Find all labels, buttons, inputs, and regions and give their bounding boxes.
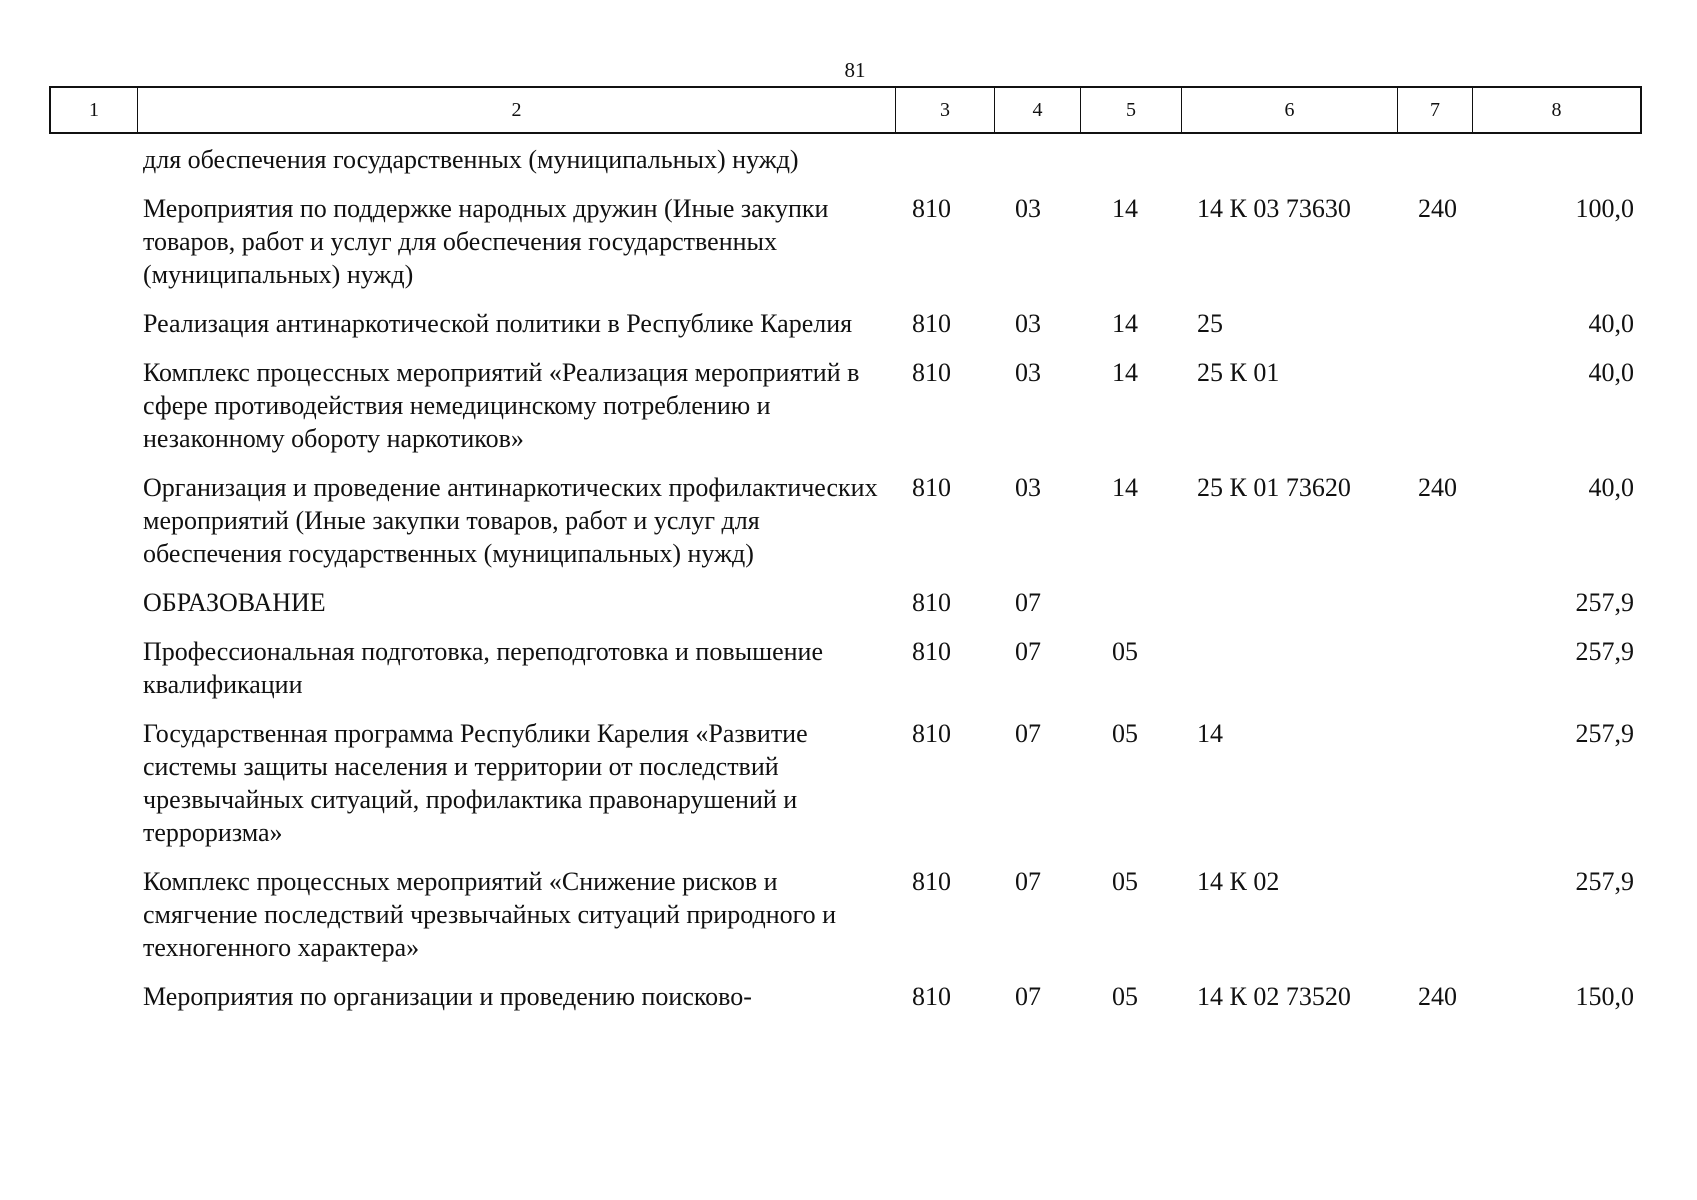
row-col-6 — [1187, 586, 1403, 619]
table-row — [49, 635, 1642, 717]
row-description: Профессиональная подготовка, переподготовка и повышение квалификации — [143, 637, 824, 699]
table-row — [49, 192, 1642, 307]
table-row — [49, 356, 1642, 471]
row-col-8: 40,0 — [1588, 473, 1634, 502]
row-col-3: 810 — [912, 867, 951, 896]
row-col-6: 14 К 03 73630 — [1197, 194, 1351, 223]
column-header-7: 7 — [1398, 88, 1473, 132]
row-col-6: 25 К 01 73620 — [1197, 473, 1351, 502]
row-description: Комплекс процессных мероприятий «Снижение рисков и смягчение последствий чрезвычайных ситуаций природного и техногенного характера» — [143, 867, 837, 962]
column-header-row — [49, 86, 1642, 134]
row-col-7 — [1403, 307, 1478, 340]
row-description: Мероприятия по поддержке народных дружин (Иные закупки товаров, работ и услуг для обеспечения государственных (муниципальных) нужд) — [143, 194, 829, 289]
row-description: Организация и проведение антинаркотических профилактических мероприятий (Иные закупки товаров, работ и услуг для обеспечения государственных (муниципальных) нужд) — [143, 473, 878, 568]
row-col-6: 25 — [1197, 309, 1223, 338]
row-col-8 — [1478, 143, 1642, 176]
row-col-6: 14 К 02 — [1197, 867, 1280, 896]
row-col-6: 14 — [1197, 719, 1223, 748]
table-row — [49, 471, 1642, 586]
table-row — [49, 980, 1642, 1029]
row-col-6: 25 К 01 — [1197, 358, 1280, 387]
row-col-7 — [1403, 143, 1478, 176]
row-col-4: 03 — [1015, 358, 1041, 387]
row-col-7: 240 — [1418, 194, 1457, 223]
row-col-3 — [901, 143, 1000, 176]
row-col-3: 810 — [912, 982, 951, 1011]
row-col-8: 150,0 — [1575, 982, 1634, 1011]
row-col-3: 810 — [912, 637, 951, 666]
table-row — [49, 586, 1642, 635]
row-col-3: 810 — [912, 473, 951, 502]
table-row — [49, 307, 1642, 356]
row-col-8: 40,0 — [1588, 309, 1634, 338]
column-header-6: 6 — [1182, 88, 1398, 132]
row-col-4: 07 — [1015, 719, 1041, 748]
row-col-5 — [1086, 143, 1187, 176]
row-col-4: 07 — [1015, 637, 1041, 666]
row-col-4: 03 — [1015, 309, 1041, 338]
column-header-4: 4 — [995, 88, 1081, 132]
row-col-5: 14 — [1112, 358, 1138, 387]
row-col-3: 810 — [912, 719, 951, 748]
row-col-5: 14 — [1112, 194, 1138, 223]
row-col-6 — [1187, 635, 1403, 701]
row-description: ОБРАЗОВАНИЕ — [143, 588, 326, 617]
row-description: Комплекс процессных мероприятий «Реализация мероприятий в сфере противодействия немедицинскому потреблению и незаконному обороту наркотиков» — [143, 358, 860, 453]
row-col-8: 257,9 — [1575, 719, 1634, 748]
row-col-7: 240 — [1418, 982, 1457, 1011]
row-col-5 — [1086, 586, 1187, 619]
row-col-5: 05 — [1112, 637, 1138, 666]
column-header-5: 5 — [1081, 88, 1182, 132]
row-col-7 — [1403, 586, 1478, 619]
row-col-4: 07 — [1015, 588, 1041, 617]
column-header-3: 3 — [896, 88, 995, 132]
row-col-7: 240 — [1418, 473, 1457, 502]
row-col-7 — [1403, 717, 1478, 849]
row-col-7 — [1403, 865, 1478, 964]
row-description: для обеспечения государственных (муниципальных) нужд) — [143, 145, 799, 174]
row-col-3: 810 — [912, 309, 951, 338]
row-col-3: 810 — [912, 588, 951, 617]
column-header-2: 2 — [138, 88, 896, 132]
row-col-5: 05 — [1112, 867, 1138, 896]
row-col-4: 07 — [1015, 867, 1041, 896]
table-body — [49, 143, 1642, 1029]
row-col-5: 05 — [1112, 719, 1138, 748]
table-row — [49, 143, 1642, 192]
page-number: 81 — [844, 58, 866, 82]
row-col-5: 05 — [1112, 982, 1138, 1011]
row-col-4: 07 — [1015, 982, 1041, 1011]
table-row — [49, 717, 1642, 865]
table-row — [49, 865, 1642, 980]
row-col-5: 14 — [1112, 473, 1138, 502]
row-col-6 — [1187, 143, 1403, 176]
column-header-1: 1 — [51, 88, 138, 132]
row-col-8: 257,9 — [1575, 867, 1634, 896]
row-col-3: 810 — [912, 194, 951, 223]
row-col-7 — [1403, 356, 1478, 455]
row-col-6: 14 К 02 73520 — [1197, 982, 1351, 1011]
row-description: Реализация антинаркотической политики в Республике Карелия — [143, 309, 853, 338]
row-col-3: 810 — [912, 358, 951, 387]
row-col-5: 14 — [1112, 309, 1138, 338]
column-header-8: 8 — [1551, 98, 1562, 121]
row-description: Государственная программа Республики Карелия «Развитие системы защиты населения и территории от последствий чрезвычайных ситуаций, профилактика правонарушений и терроризма» — [143, 719, 808, 847]
row-col-8: 257,9 — [1575, 637, 1634, 666]
row-col-4 — [1000, 143, 1086, 176]
row-col-7 — [1403, 635, 1478, 701]
row-col-4: 03 — [1015, 194, 1041, 223]
row-col-8: 40,0 — [1588, 358, 1634, 387]
row-col-8: 100,0 — [1575, 194, 1634, 223]
row-col-8: 257,9 — [1575, 588, 1634, 617]
row-col-4: 03 — [1015, 473, 1041, 502]
row-description: Мероприятия по организации и проведению поисково- — [143, 982, 752, 1011]
